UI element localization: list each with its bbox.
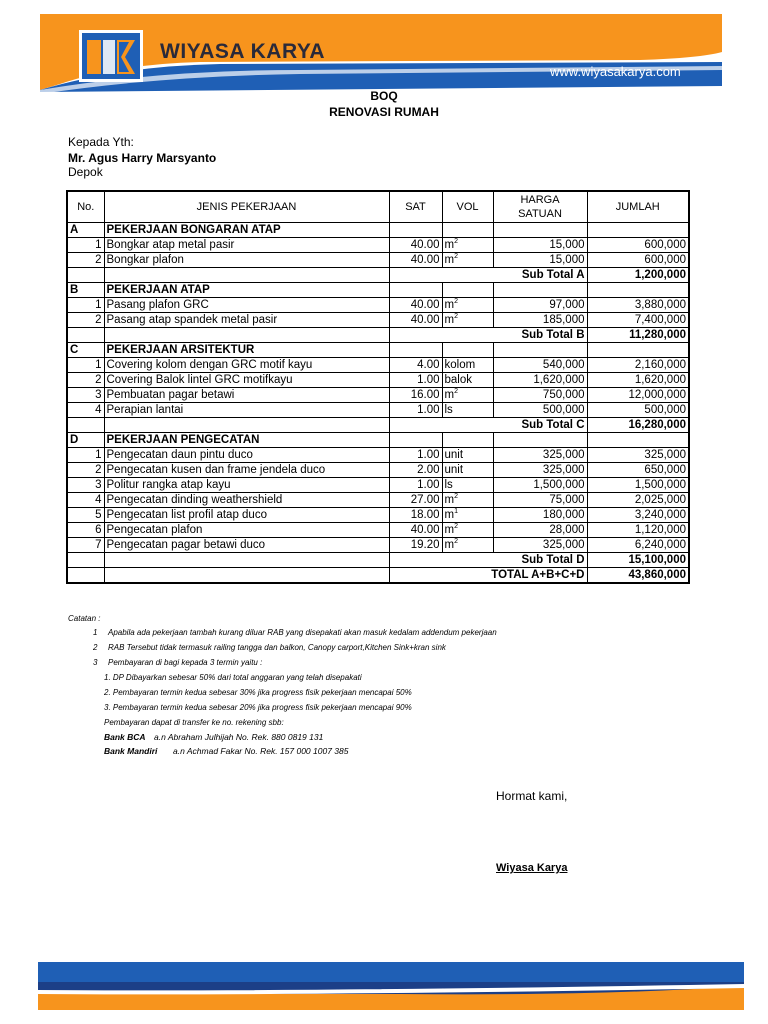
item-name: Covering Balok lintel GRC motifkayu (104, 373, 389, 388)
item-no: 2 (67, 253, 104, 268)
bank-name: Bank BCA (104, 732, 146, 742)
website-url: www.wiyasakarya.com (550, 64, 681, 79)
table-row (67, 403, 689, 418)
subtotal-row (67, 268, 689, 283)
signer-name: Wiyasa Karya (496, 862, 568, 874)
item-jumlah: 1,500,000 (587, 478, 689, 493)
item-harga: 15,000 (493, 238, 587, 253)
item-vol (442, 358, 493, 373)
item-harga: 28,000 (493, 523, 587, 538)
empty-cell (104, 328, 389, 343)
table-row (67, 358, 689, 373)
item-sat: 1.00 (389, 478, 442, 493)
item-sat: 40.00 (389, 313, 442, 328)
recipient-city: Depok (68, 165, 103, 179)
item-jumlah: 3,880,000 (587, 298, 689, 313)
subtotal-value: 16,280,000 (587, 418, 689, 433)
table-row (67, 478, 689, 493)
payment-term: 3. Pembayaran termin kedua sebesar 20% jika progress fisik pekerjaan mencapai 90% (104, 703, 412, 712)
item-no: 4 (67, 493, 104, 508)
item-sat: 40.00 (389, 523, 442, 538)
item-no: 1 (67, 238, 104, 253)
table-row (67, 508, 689, 523)
table-row (67, 463, 689, 478)
empty-cell (104, 568, 389, 584)
empty-cell (493, 433, 587, 448)
subtotal-label: Sub Total C (389, 418, 587, 433)
subtotal-label: Sub Total A (389, 268, 587, 283)
item-vol (442, 403, 493, 418)
item-name: Perapian lantai (104, 403, 389, 418)
boq-table (66, 190, 690, 584)
bank-account: a.n Abraham Julhijah No. Rek. 880 0819 131 (154, 732, 324, 742)
item-vol (442, 448, 493, 463)
empty-cell (104, 268, 389, 283)
note-number: 3 (93, 658, 98, 667)
section-title: PEKERJAAN ARSITEKTUR (104, 343, 389, 358)
empty-cell (67, 418, 104, 433)
item-name: Covering kolom dengan GRC motif kayu (104, 358, 389, 373)
item-jumlah: 2,160,000 (587, 358, 689, 373)
total-row (67, 568, 689, 584)
empty-cell (442, 343, 493, 358)
item-sat: 27.00 (389, 493, 442, 508)
item-harga: 500,000 (493, 403, 587, 418)
document-subtitle: RENOVASI RUMAH (329, 105, 439, 119)
empty-cell (104, 418, 389, 433)
section-row (67, 223, 689, 238)
item-name: Politur rangka atap kayu (104, 478, 389, 493)
section-code: B (67, 283, 104, 298)
item-sat: 40.00 (389, 253, 442, 268)
total-label: TOTAL A+B+C+D (389, 568, 587, 584)
header-vol: VOL (442, 191, 493, 223)
section-title: PEKERJAAN PENGECATAN (104, 433, 389, 448)
item-sat: 1.00 (389, 448, 442, 463)
item-no: 3 (67, 388, 104, 403)
item-name: Pengecatan daun pintu duco (104, 448, 389, 463)
subtotal-label: Sub Total D (389, 553, 587, 568)
total-value: 43,860,000 (587, 568, 689, 584)
item-vol-exponent: 2 (454, 538, 458, 546)
item-name: Pengecatan list profil atap duco (104, 508, 389, 523)
item-harga: 1,620,000 (493, 373, 587, 388)
item-harga: 97,000 (493, 298, 587, 313)
table-body (67, 223, 689, 584)
item-no: 6 (67, 523, 104, 538)
empty-cell (493, 343, 587, 358)
empty-cell (389, 223, 442, 238)
bank-name: Bank Mandiri (104, 746, 158, 756)
item-jumlah: 650,000 (587, 463, 689, 478)
item-no: 3 (67, 478, 104, 493)
empty-cell (587, 223, 689, 238)
item-vol-exponent: 2 (454, 253, 458, 261)
brand-name: WIYASA KARYA (160, 40, 326, 63)
header-harga-line2: SATUAN (518, 208, 562, 220)
item-vol-exponent: 2 (454, 238, 458, 246)
note-text: RAB Tersebut tidak termasuk railing tangga dan balkon, Canopy carport,Kitchen Sink+kran sink (108, 643, 446, 652)
item-name: Bongkar plafon (104, 253, 389, 268)
item-vol-unit: m (444, 239, 455, 251)
item-no: 7 (67, 538, 104, 553)
item-vol (442, 253, 493, 268)
item-jumlah: 2,025,000 (587, 493, 689, 508)
item-vol-unit: unit (444, 464, 464, 476)
table-row (67, 238, 689, 253)
subtotal-row (67, 328, 689, 343)
item-name: Pasang atap spandek metal pasir (104, 313, 389, 328)
item-no: 2 (67, 313, 104, 328)
section-code: C (67, 343, 104, 358)
item-vol (442, 508, 493, 523)
item-sat: 4.00 (389, 358, 442, 373)
section-code: D (67, 433, 104, 448)
item-vol-exponent: 2 (454, 298, 458, 306)
item-harga: 15,000 (493, 253, 587, 268)
item-name: Pembuatan pagar betawi (104, 388, 389, 403)
item-sat: 2.00 (389, 463, 442, 478)
item-sat: 18.00 (389, 508, 442, 523)
item-jumlah: 3,240,000 (587, 508, 689, 523)
document-title: BOQ (370, 89, 398, 103)
bank-account: a.n Achmad Fakar No. Rek. 157 000 1007 385 (173, 746, 349, 756)
item-vol-unit: m (444, 539, 455, 551)
item-vol (442, 463, 493, 478)
subtotal-value: 1,200,000 (587, 268, 689, 283)
item-vol-unit: m (444, 299, 455, 311)
section-row (67, 433, 689, 448)
item-vol-exponent: 2 (454, 523, 458, 531)
item-harga: 325,000 (493, 463, 587, 478)
item-sat: 40.00 (389, 298, 442, 313)
table-row (67, 538, 689, 553)
table-row (67, 298, 689, 313)
item-harga: 540,000 (493, 358, 587, 373)
empty-cell (442, 223, 493, 238)
item-vol-exponent: 2 (454, 313, 458, 321)
subtotal-label: Sub Total B (389, 328, 587, 343)
table-row (67, 388, 689, 403)
item-harga: 750,000 (493, 388, 587, 403)
item-jumlah: 325,000 (587, 448, 689, 463)
note-text: Apabila ada pekerjaan tambah kurang diluar RAB yang disepakati akan masuk kedalam addendum pekerjaan (108, 628, 497, 637)
item-vol-exponent: 2 (454, 493, 458, 501)
table-row (67, 523, 689, 538)
empty-cell (389, 283, 442, 298)
item-vol-exponent: 2 (454, 388, 458, 396)
note-number: 1 (93, 628, 98, 637)
empty-cell (587, 343, 689, 358)
empty-cell (389, 343, 442, 358)
notes-heading: Catatan : (68, 614, 101, 623)
empty-cell (587, 283, 689, 298)
item-vol-unit: unit (444, 449, 464, 461)
item-jumlah: 1,620,000 (587, 373, 689, 388)
empty-cell (493, 283, 587, 298)
empty-cell (587, 433, 689, 448)
section-row (67, 343, 689, 358)
item-vol (442, 238, 493, 253)
empty-cell (442, 283, 493, 298)
item-vol (442, 493, 493, 508)
item-jumlah: 6,240,000 (587, 538, 689, 553)
item-vol (442, 373, 493, 388)
table-row (67, 313, 689, 328)
item-vol-unit: ls (444, 479, 453, 491)
item-vol-unit: m (444, 509, 455, 521)
empty-cell (389, 433, 442, 448)
header-no: No. (67, 191, 104, 223)
subtotal-value: 11,280,000 (587, 328, 689, 343)
payment-term: 2. Pembayaran termin kedua sebesar 30% jika progress fisik pekerjaan mencapai 50% (104, 688, 412, 697)
header-jumlah: JUMLAH (587, 191, 689, 223)
item-vol-unit: balok (444, 374, 472, 386)
item-vol (442, 388, 493, 403)
header-harga-line1: HARGA (520, 194, 560, 206)
item-harga: 75,000 (493, 493, 587, 508)
closing-regards: Hormat kami, (496, 789, 568, 803)
empty-cell (442, 433, 493, 448)
item-vol-unit: ls (444, 404, 453, 416)
table-row (67, 493, 689, 508)
transfer-info: Pembayaran dapat di transfer ke no. rekening sbb: (104, 718, 284, 727)
section-row (67, 283, 689, 298)
item-vol-unit: m (444, 389, 455, 401)
company-logo (79, 30, 143, 82)
item-vol-unit: m (444, 314, 455, 326)
item-sat: 19.20 (389, 538, 442, 553)
note-number: 2 (93, 643, 98, 652)
recipient-name: Mr. Agus Harry Marsyanto (68, 151, 217, 165)
item-name: Pengecatan dinding weathershield (104, 493, 389, 508)
item-vol (442, 478, 493, 493)
item-vol (442, 298, 493, 313)
table-row (67, 373, 689, 388)
item-harga: 185,000 (493, 313, 587, 328)
payment-term: 1. DP Dibayarkan sebesar 50% dari total anggaran yang telah disepakati (104, 673, 362, 682)
header-sat: SAT (389, 191, 442, 223)
item-vol (442, 523, 493, 538)
item-name: Pasang plafon GRC (104, 298, 389, 313)
item-name: Bongkar atap metal pasir (104, 238, 389, 253)
subtotal-value: 15,100,000 (587, 553, 689, 568)
recipient-salutation: Kepada Yth: (68, 135, 134, 149)
item-jumlah: 12,000,000 (587, 388, 689, 403)
item-harga: 180,000 (493, 508, 587, 523)
item-sat: 1.00 (389, 373, 442, 388)
item-no: 2 (67, 463, 104, 478)
item-jumlah: 7,400,000 (587, 313, 689, 328)
item-vol-unit: m (444, 524, 455, 536)
empty-cell (67, 553, 104, 568)
section-code: A (67, 223, 104, 238)
empty-cell (67, 328, 104, 343)
empty-cell (104, 553, 389, 568)
item-no: 4 (67, 403, 104, 418)
subtotal-row (67, 553, 689, 568)
item-vol-unit: m (444, 254, 455, 266)
item-no: 1 (67, 448, 104, 463)
item-vol-unit: kolom (444, 359, 476, 371)
item-vol-unit: m (444, 494, 455, 506)
footer-banner (0, 950, 768, 1024)
item-no: 1 (67, 358, 104, 373)
item-jumlah: 500,000 (587, 403, 689, 418)
header-jenis: JENIS PEKERJAAN (104, 191, 389, 223)
item-jumlah: 600,000 (587, 238, 689, 253)
header-harga (493, 191, 587, 223)
item-harga: 325,000 (493, 448, 587, 463)
item-vol-exponent: 1 (454, 508, 458, 516)
item-jumlah: 1,120,000 (587, 523, 689, 538)
item-vol (442, 313, 493, 328)
item-harga: 1,500,000 (493, 478, 587, 493)
table-row (67, 253, 689, 268)
item-sat: 16.00 (389, 388, 442, 403)
item-no: 2 (67, 373, 104, 388)
table-row (67, 448, 689, 463)
table-header-row (67, 191, 689, 223)
item-no: 5 (67, 508, 104, 523)
section-title: PEKERJAAN ATAP (104, 283, 389, 298)
item-name: Pengecatan plafon (104, 523, 389, 538)
empty-cell (67, 268, 104, 283)
item-no: 1 (67, 298, 104, 313)
empty-cell (67, 568, 104, 584)
item-harga: 325,000 (493, 538, 587, 553)
subtotal-row (67, 418, 689, 433)
empty-cell (493, 223, 587, 238)
item-name: Pengecatan kusen dan frame jendela duco (104, 463, 389, 478)
item-vol (442, 538, 493, 553)
section-title: PEKERJAAN BONGARAN ATAP (104, 223, 389, 238)
item-sat: 1.00 (389, 403, 442, 418)
item-name: Pengecatan pagar betawi duco (104, 538, 389, 553)
note-text: Pembayaran di bagi kepada 3 termin yaitu : (108, 658, 263, 667)
item-jumlah: 600,000 (587, 253, 689, 268)
item-sat: 40.00 (389, 238, 442, 253)
